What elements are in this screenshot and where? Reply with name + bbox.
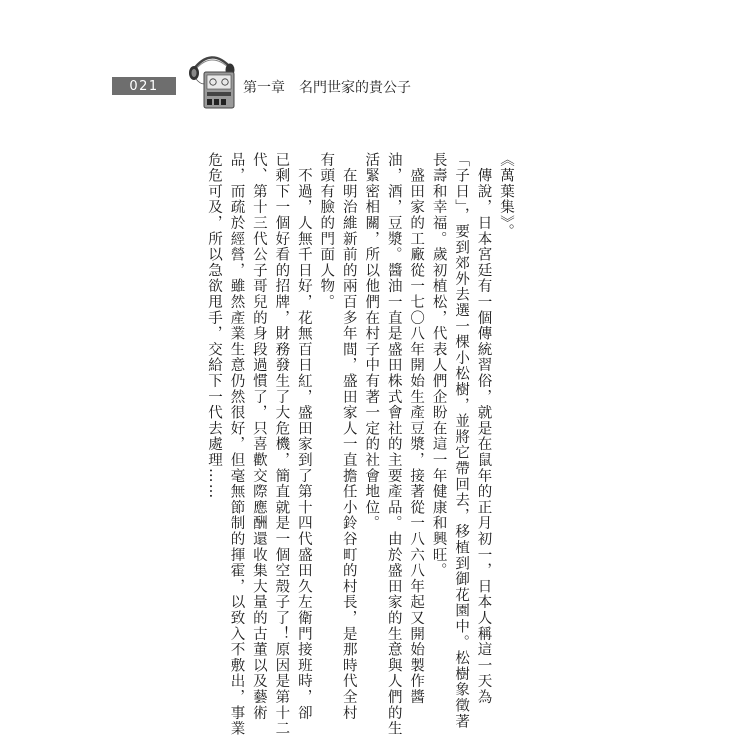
body-text xyxy=(200,152,520,737)
text-column: 不過，人無千日好，花無百日紅，盛田家到了第十四代盛田久左衛門接班時，卻 xyxy=(295,152,312,721)
page-number: 021 xyxy=(129,78,159,94)
text-column: 盛田家的工廠從一七〇八年開始生產豆漿，接著從一八六八年起又開始製作醬 xyxy=(408,152,425,705)
text-column: 危危可及，所以急欲甩手，交給下一代去處理…… xyxy=(206,152,222,500)
text-column: 已剩下一個好看的招牌，財務發生了大危機，簡直就是一個空殼子了！原因是第十二 xyxy=(273,152,290,737)
chapter-title: 第一章 名門世家的貴公子 xyxy=(243,80,411,96)
text-column: 活緊密相關，所以他們在村子中有著一定的社會地位。 xyxy=(363,152,380,532)
text-column: 在明治維新前的兩百多年間，盛田家人一直擔任小鈴谷町的村長，是那時代全村 xyxy=(340,152,357,721)
text-column: 「子日」，要到郊外去選一棵小松樹，並將它帶回去，移植到御花園中。松樹象徵著 xyxy=(453,152,470,730)
walkman-headphones-icon xyxy=(184,48,238,110)
text-column: 《萬葉集》。 xyxy=(498,152,514,240)
text-column: 代、第十三代公子哥兒的身段過慣了，只喜歡交際應酬還收集大量的古董以及藝術 xyxy=(250,152,267,721)
text-column: 長壽和幸福。歲初植松，代表人們企盼在這一年健康和興旺。 xyxy=(430,152,447,579)
page-number-bar xyxy=(112,77,176,95)
text-column: 有頭有臉的門面人物。 xyxy=(318,152,335,310)
text-column: 傳說，日本宮廷有一個傳統習俗，就是在鼠年的正月初一，日本人稱這一天為 xyxy=(475,152,492,705)
text-column: 油，酒，豆漿。醬油一直是盛田株式會社的主要產品。由於盛田家的生意與人們的生 xyxy=(385,152,402,737)
text-column: 品，而疏於經營，雖然產業生意仍然很好，但毫無節制的揮霍，以致入不敷出，事業 xyxy=(228,152,245,737)
